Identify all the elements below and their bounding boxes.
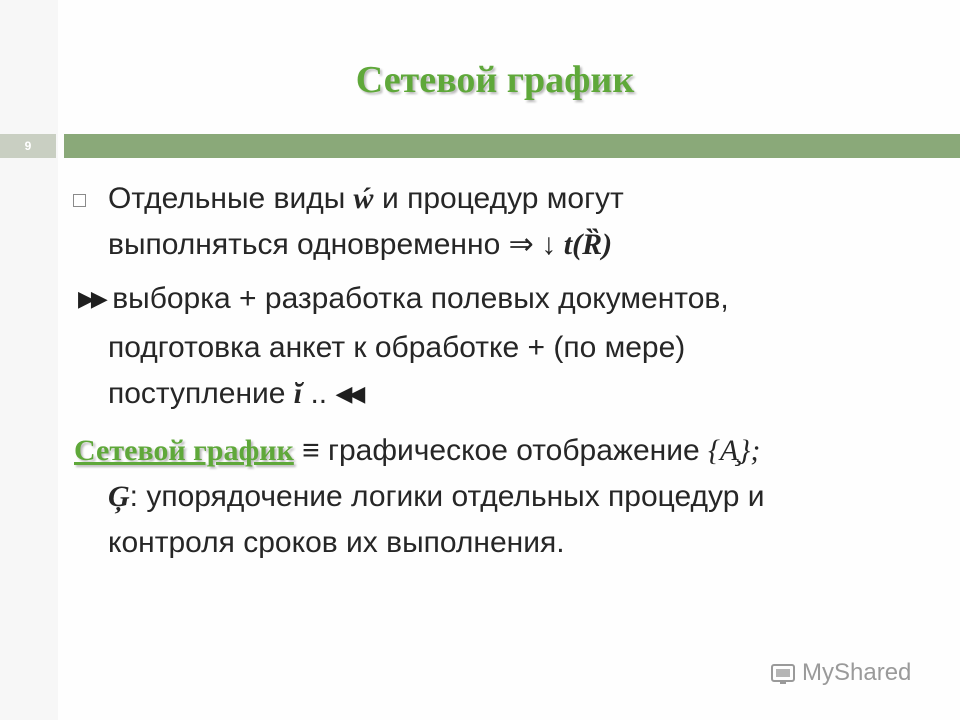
symbol-R: (Ȑ): [572, 228, 613, 261]
line1-text-a: Отдельные виды: [108, 182, 354, 215]
line5-dots: ..: [302, 377, 336, 410]
symbol-i: ĭ: [293, 377, 303, 410]
body-line-2: [108, 222, 612, 267]
body-line-3: [78, 276, 729, 321]
page-number: 9: [0, 134, 56, 158]
watermark-text: MyShared: [802, 659, 912, 686]
line6-text: ≡ графическое отображение: [293, 434, 708, 467]
line7-text: : упорядочение логики отдельных процедур и: [129, 480, 765, 513]
body-line-8: контроля сроков их выполнения.: [108, 526, 565, 559]
line5-text: поступление: [108, 377, 294, 410]
double-right-arrow-icon: ▶▶: [78, 286, 104, 311]
watermark-logo: [770, 656, 911, 690]
body-line-6: [74, 428, 760, 473]
body-line-1: [108, 176, 624, 221]
body-line-5: [108, 371, 361, 416]
symbol-set-A: {A̧};: [708, 434, 761, 467]
implies-down-symbol: ⇒ ↓: [508, 228, 557, 261]
myshared-logo-icon: [770, 660, 796, 686]
header-rule: [64, 134, 960, 158]
term-highlight: Сетевой график: [74, 434, 294, 467]
double-left-arrow-icon: ◀◀: [335, 381, 362, 406]
symbol-t: t: [556, 228, 573, 261]
line1-text-b: и процедур могут: [373, 182, 624, 215]
symbol-w: ẃ: [353, 182, 374, 215]
line3-text: выборка + разработка полевых документов,: [112, 282, 729, 315]
slide-title: Сетевой график: [355, 59, 635, 101]
symbol-G: Ģ: [108, 480, 130, 513]
left-margin-band: [0, 0, 58, 720]
line2-text: выполняться одновременно: [108, 228, 509, 261]
square-bullet-icon: [73, 194, 86, 207]
body-line-7: [108, 474, 765, 519]
body-line-4: подготовка анкет к обработке + (по мере): [108, 331, 686, 364]
